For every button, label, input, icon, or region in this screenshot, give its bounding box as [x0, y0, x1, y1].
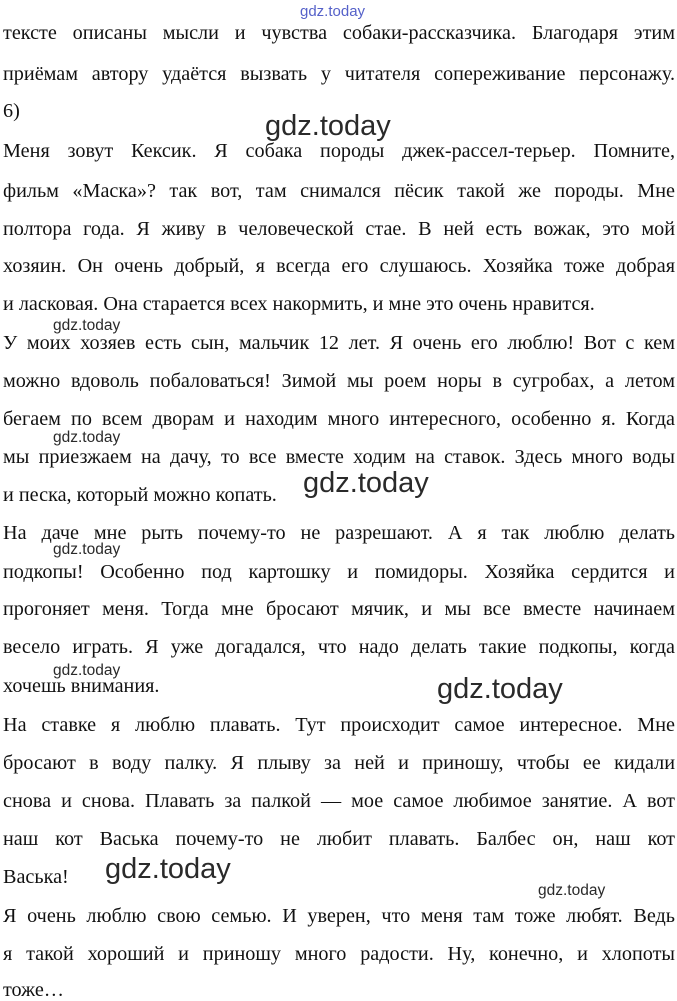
text-line: и ласковая. Она старается всех накормить, и мне это очень нравится. [3, 293, 595, 315]
watermark: gdz.today [538, 882, 606, 899]
text-line: и песка, который можно копать. [3, 484, 277, 506]
text-line: прогоняет меня. Тогда мне бросают мячик, и мы все вместе начинаем [3, 598, 675, 620]
watermark: gdz.today [437, 673, 563, 705]
text-line: фильм «Маска»? так вот, там снимался пёсик такой же породы. Мне [3, 180, 675, 202]
watermark: gdz.today [105, 853, 231, 885]
text-line: весело играть. Я уже догадался, что надо делать такие подкопы, когда [3, 636, 675, 658]
watermark-top: gdz.today [300, 3, 366, 20]
text-line: На даче мне рыть почему-то не разрешают. А я так люблю делать [3, 522, 675, 544]
text-line: приёмам автору удаётся вызвать у читателя сопереживание персонажу. [3, 63, 675, 85]
watermark: gdz.today [303, 467, 429, 499]
watermark: gdz.today [53, 317, 121, 334]
text-line: Меня зовут Кексик. Я собака породы джек-рассел-терьер. Помните, [3, 140, 675, 162]
watermark: gdz.today [53, 429, 121, 446]
watermark: gdz.today [265, 110, 391, 142]
text-line: бегаем по всем дворам и находим много интересного, особенно я. Когда [3, 408, 675, 430]
text-line: тоже… [3, 979, 64, 1001]
watermark: gdz.today [53, 541, 121, 558]
text-line: полтора года. Я живу в человеческой стае. В ней есть вожак, это мой [3, 218, 675, 240]
text-line: хозяин. Он очень добрый, я всегда его слушаюсь. Хозяйка тоже добрая [3, 255, 675, 277]
text-line: я такой хороший и приношу много радости. Ну, конечно, и хлопоты [3, 943, 675, 965]
list-number: 6) [3, 100, 20, 122]
text-line: Я очень люблю свою семью. И уверен, что меня там тоже любят. Ведь [3, 905, 675, 927]
text-line: Васька! [3, 866, 69, 888]
text-line: наш кот Васька почему-то не любит плавать. Балбес он, наш кот [3, 828, 675, 850]
text-line: На ставке я люблю плавать. Тут происходит самое интересное. Мне [3, 714, 675, 736]
text-line: У моих хозяев есть сын, мальчик 12 лет. Я очень его люблю! Вот с кем [3, 332, 675, 354]
text-line: хочешь внимания. [3, 675, 160, 697]
watermark: gdz.today [53, 662, 121, 679]
text-line: бросают в воду палку. Я плыву за ней и приношу, чтобы ее кидали [3, 752, 675, 774]
text-line: снова и снова. Плавать за палкой — мое самое любимое занятие. А вот [3, 790, 675, 812]
text-line: мы приезжаем на дачу, то все вместе ходим на ставок. Здесь много воды [3, 446, 675, 468]
text-line: подкопы! Особенно под картошку и помидоры. Хозяйка сердится и [3, 561, 675, 583]
text-line: можно вдоволь побаловаться! Зимой мы роем норы в сугробах, а летом [3, 370, 675, 392]
text-line: тексте описаны мысли и чувства собаки-рассказчика. Благодаря этим [3, 22, 675, 44]
